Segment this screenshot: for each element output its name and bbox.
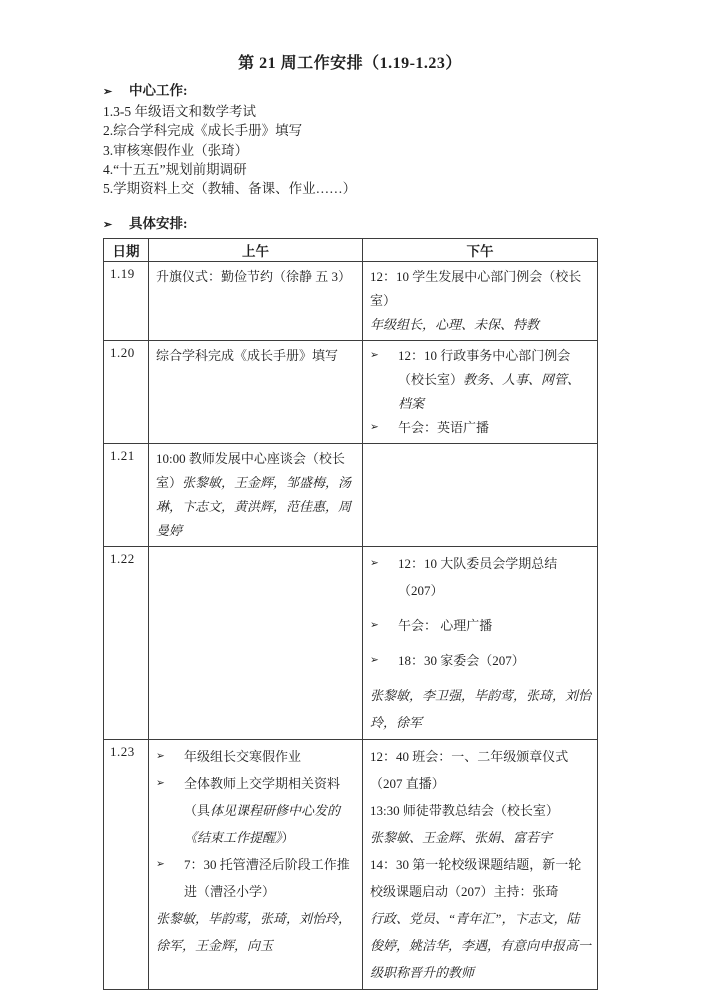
am-cell	[149, 444, 363, 547]
arrow-bullet-icon: ➢	[156, 859, 165, 871]
table-row	[104, 262, 598, 341]
schedule-entry	[156, 770, 356, 851]
table-header-row	[104, 239, 598, 262]
schedule-entry	[370, 682, 591, 736]
pm-cell	[363, 740, 598, 990]
arrow-bullet-icon: ➢	[370, 620, 379, 632]
am-cell	[149, 262, 363, 341]
schedule-entry	[370, 905, 591, 986]
arrow-bullet-icon: ➢	[103, 86, 113, 98]
center-work-list	[103, 102, 597, 198]
column-header-date: 日期	[104, 239, 149, 262]
schedule-entry	[370, 824, 591, 851]
arrow-bullet-icon: ➢	[370, 422, 379, 434]
schedule-entry	[156, 447, 356, 543]
section-heading-center-work	[103, 82, 597, 101]
table-row	[104, 444, 598, 547]
schedule-entry-text: 12：10 学生发展中心部门例会（校长室）	[370, 269, 582, 309]
schedule-entry-text: 张黎敏，李卫强，毕韵莺，张琦，刘怡玲，徐军	[370, 688, 592, 731]
arrow-bullet-icon: ➢	[370, 350, 379, 362]
pm-cell	[363, 547, 598, 740]
date-cell: 1.23	[104, 740, 149, 990]
arrow-bullet-icon: ➢	[156, 751, 165, 763]
am-cell	[149, 547, 363, 740]
schedule-entry	[156, 905, 356, 959]
table-row	[104, 740, 598, 990]
table-row	[104, 547, 598, 740]
schedule-entry	[370, 612, 591, 639]
schedule-entry-text: 张黎敏，毕韵莺，张琦，刘怡玲，徐军，王金辉，向玉	[156, 911, 352, 954]
table-row	[104, 341, 598, 444]
schedule-entry-text: 12：40 班会：一、二年级颁章仪式（207 直播）	[370, 749, 569, 792]
schedule-entry	[156, 851, 356, 905]
date-cell: 1.20	[104, 341, 149, 444]
date-cell: 1.21	[104, 444, 149, 547]
schedule-entry-text: 13:30 师徒带教总结会（校长室）	[370, 803, 559, 819]
column-header-morning: 上午	[149, 239, 363, 262]
page-title: 第 21 周工作安排（1.19-1.23）	[238, 55, 462, 72]
arrow-bullet-icon: ➢	[370, 558, 379, 570]
schedule-entry	[370, 851, 591, 905]
center-work-item: 4.“十五五”规划前期调研	[103, 161, 247, 177]
schedule-entry	[370, 743, 591, 797]
schedule-entry-text: 午会： 心理广播	[398, 618, 493, 634]
column-header-afternoon: 下午	[363, 239, 598, 262]
schedule-entry-text: 行政、党员、“青年汇”，卞志文，陆俊婷，姚洁华，李遇，有意向申报高一级职称晋升的教师	[370, 911, 592, 981]
arrow-bullet-icon: ➢	[156, 778, 165, 790]
am-cell	[149, 740, 363, 990]
center-work-item: 5.学期资料上交（教辅、备课、作业……）	[103, 181, 357, 197]
date-cell: 1.22	[104, 547, 149, 740]
schedule-entry	[370, 550, 591, 604]
date-cell: 1.19	[104, 262, 149, 341]
pm-cell	[363, 262, 598, 341]
schedule-entry	[370, 265, 591, 313]
arrow-bullet-icon: ➢	[370, 655, 379, 667]
pm-cell	[363, 444, 598, 547]
schedule-entry-text: 12：10 行政事务中心部门例会（校长室）教务、人事、网管、档案	[398, 348, 581, 412]
schedule-entry	[156, 743, 356, 770]
schedule-table	[103, 238, 598, 990]
schedule-entry	[156, 265, 356, 289]
schedule-entry-text: 12：10 大队委员会学期总结（207）	[398, 556, 558, 599]
section-heading-label: 具体安排:	[129, 216, 188, 232]
schedule-entry-text: 7：30 托管漕泾后阶段工作推进（漕泾小学）	[184, 857, 350, 900]
schedule-entry-text: 18：30 家委会（207）	[398, 653, 525, 669]
schedule-entry-text: 10:00 教师发展中心座谈会（校长室）张黎敏，王金辉，邹盛梅，汤琳，卞志文，黄洪辉，范佳惠，周曼婷	[156, 451, 352, 539]
center-work-item: 2.综合学科完成《成长手册》填写	[103, 123, 303, 139]
schedule-entry-text: 14：30 第一轮校级课题结题，新一轮校级课题启动（207）主持：张琦	[370, 857, 582, 900]
schedule-entry-text: 综合学科完成《成长手册》填写	[156, 348, 339, 364]
schedule-entry	[370, 344, 591, 416]
schedule-table-body	[104, 262, 598, 990]
schedule-entry-text: 午会：英语广播	[398, 420, 490, 436]
schedule-entry	[370, 313, 591, 337]
pm-cell	[363, 341, 598, 444]
schedule-entry	[156, 344, 356, 368]
schedule-entry-text: 升旗仪式：勤俭节约（徐静 五 3）	[156, 269, 352, 285]
schedule-entry-text: 年级组长交寒假作业	[184, 749, 302, 765]
section-heading-schedule	[103, 215, 597, 234]
center-work-item: 1.3-5 年级语文和数学考试	[103, 104, 256, 119]
schedule-entry	[370, 647, 591, 674]
schedule-entry-text: 年级组长，心理、未保、特教	[370, 317, 540, 333]
schedule-entry-text: 全体教师上交学期相关资料（具体见课程研修中心发的《结束工作提醒》）	[184, 776, 341, 846]
schedule-entry	[370, 797, 591, 824]
schedule-entry	[370, 416, 591, 440]
center-work-item: 3.审核寒假作业（张琦）	[103, 142, 249, 158]
arrow-bullet-icon: ➢	[103, 219, 113, 232]
schedule-entry-text: 张黎敏、王金辉、张娟、富若宇	[370, 830, 553, 846]
am-cell	[149, 341, 363, 444]
section-heading-label: 中心工作:	[129, 83, 188, 98]
